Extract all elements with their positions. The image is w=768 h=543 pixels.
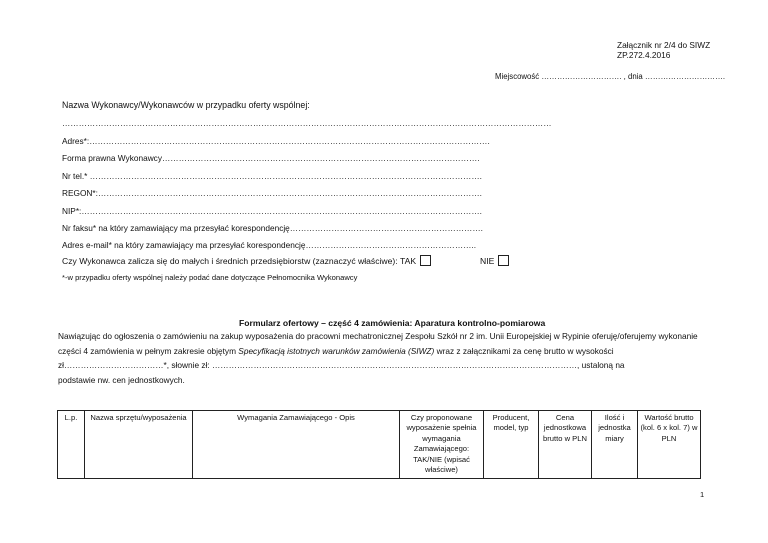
offer-title: Formularz ofertowy – część 4 zamówienia: Aparatura kontrolno-pomiarowa xyxy=(239,318,546,328)
column-header-requirements: Wymagania Zamawiającego - Opis xyxy=(193,411,400,479)
column-header-producer: Producent, model, typ xyxy=(484,411,539,479)
offer-paragraph-line: podstawie nw. cen jednostkowych. xyxy=(58,374,185,385)
sme-yes-option[interactable] xyxy=(400,255,431,266)
column-header-unit-price: Cena jednostkowa brutto w PLN xyxy=(539,411,592,479)
sme-no-label: NIE xyxy=(480,256,495,266)
sme-yes-label: TAK xyxy=(400,256,417,266)
column-header-quantity: Ilość i jednostka miary xyxy=(592,411,638,479)
reference-number: ZP.272.4.2016 xyxy=(617,50,671,60)
table-header-row xyxy=(58,411,701,479)
offer-text: części 4 zamówienia w pełnym zakresie objętym xyxy=(58,345,239,356)
column-header-name: Nazwa sprzętu/wyposażenia xyxy=(85,411,193,479)
offer-paragraph xyxy=(58,329,703,387)
attachment-label: Załącznik nr 2/4 do SIWZ xyxy=(617,40,711,50)
contractor-name-label: Nazwa Wykonawcy/Wykonawców w przypadku oferty wspólnej: xyxy=(62,100,310,110)
offer-paragraph-line: zł………………………………*, słownie zł: ……………………………………………………………………………………………………………………, ustaloną na xyxy=(58,360,625,371)
column-header-compliance: Czy proponowane wyposażenie spełnia wymagania Zamawiającego: TAK/NIE (wpisać właściwe) xyxy=(400,411,484,479)
offer-text: wraz z załącznikami za cenę brutto w wysokości xyxy=(434,345,614,356)
offer-paragraph-line xyxy=(58,344,703,359)
sme-no-option[interactable] xyxy=(480,255,509,266)
sme-yes-checkbox[interactable] xyxy=(420,255,431,266)
items-table xyxy=(57,410,701,479)
column-header-lp: L.p. xyxy=(58,411,85,479)
contractor-name-field: …………………………………………………………………………………………………………………………………………………………… xyxy=(62,118,552,128)
legal-form-field: Forma prawna Wykonawcy……………………………………………………………………………………………………. xyxy=(62,153,480,163)
fax-field: Nr faksu* na który zamawiający ma przesyłać korespondencję……………………………………………………………. xyxy=(62,223,483,233)
siwz-reference: Specyfikacją istotnych warunków zamówienia (SIWZ) xyxy=(238,345,435,356)
sme-no-checkbox[interactable] xyxy=(498,255,509,266)
regon-field: REGON*:…………………………………………………………………………………………………………………………. xyxy=(62,188,482,198)
offer-paragraph-line: Nawiązując do ogłoszenia o zamówieniu na zakup wyposażenia do pracowni mechatronicznej Zespołu Szkół nr 2 im. Unii Europejskiej w Rypinie oferuję/oferujemy wykonanie xyxy=(58,331,698,341)
place-date-line: Miejscowość …………………………. , dnia …………………………. xyxy=(495,72,726,81)
footnote: *-w przypadku oferty wspólnej należy podać dane dotyczące Pełnomocnika Wykonawcy xyxy=(62,273,358,282)
address-field: Adres*:………………………………………………………………………………………………………………………………. xyxy=(62,136,490,146)
nip-field: NIP*:………………………………………………………………………………………………………………………………. xyxy=(62,206,482,216)
sme-question: Czy Wykonawca zalicza się do małych i średnich przedsiębiorstw (zaznaczyć właściwe): xyxy=(62,256,398,266)
page-number: 1 xyxy=(700,490,705,499)
phone-field: Nr tel.* ……………………………………………………………………………………………………………………………. xyxy=(62,171,482,181)
email-field: Adres e-mail* na który zamawiający ma przesyłać korespondencję…………………………………………………….. xyxy=(62,240,477,250)
column-header-total-value: Wartość brutto (kol. 6 x kol. 7) w PLN xyxy=(638,411,701,479)
